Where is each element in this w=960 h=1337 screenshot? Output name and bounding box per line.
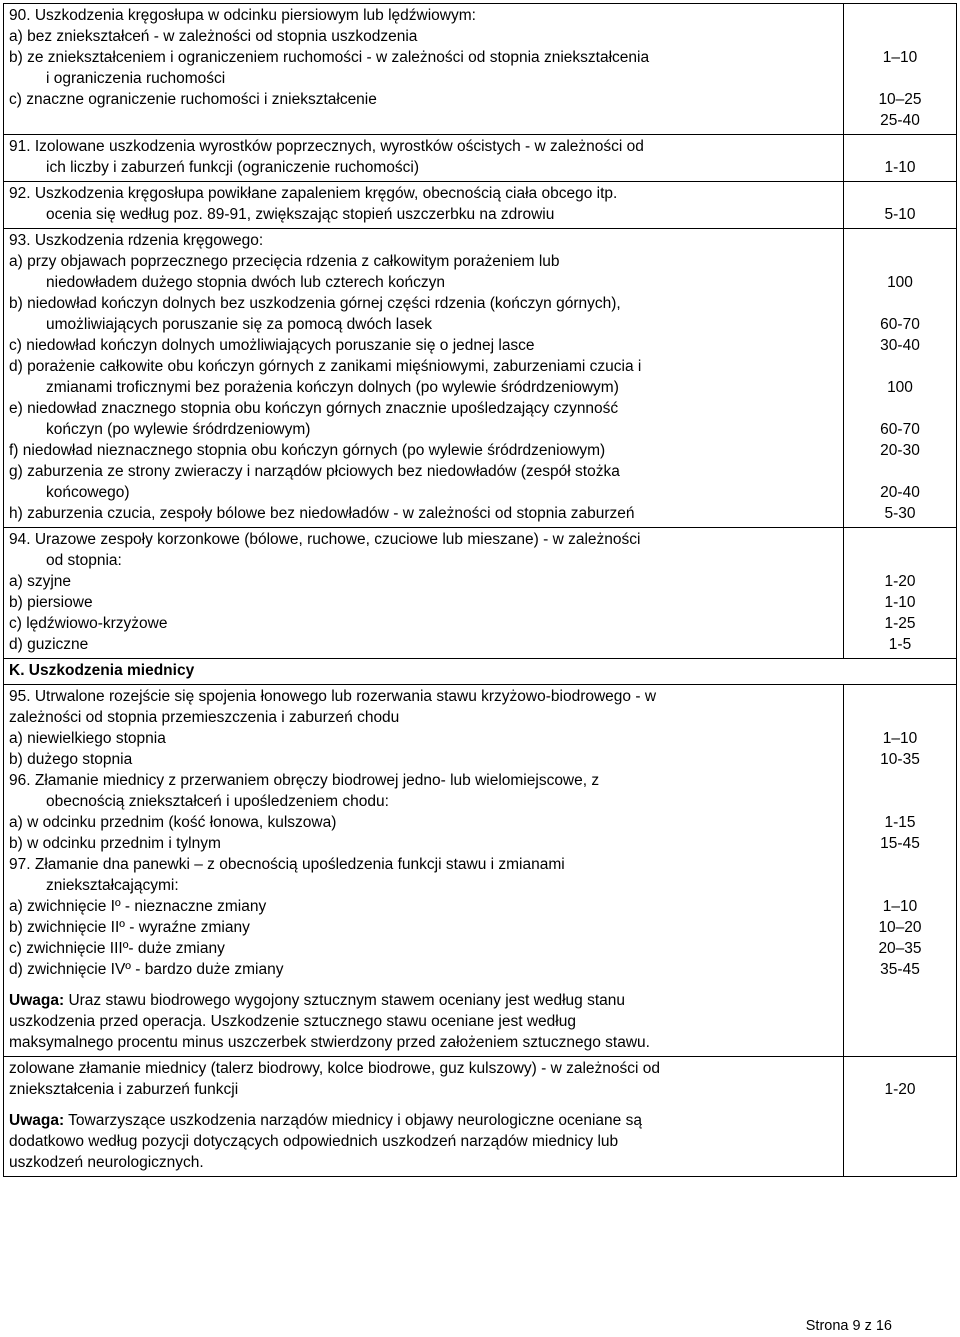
text-line: umożliwiających poruszanie się za pomocą dwóch lasek <box>46 316 432 333</box>
percentage-value: 20-40 <box>880 484 920 501</box>
percentage-value <box>844 686 956 707</box>
text-line: ich liczby i zaburzeń funkcji (ograniczenie ruchomości) <box>46 159 420 176</box>
percentage-value <box>844 251 956 272</box>
percentage-cell <box>844 182 956 228</box>
percentage-value <box>844 398 956 419</box>
text-line: c) znaczne ograniczenie ruchomości i zniekształcenie <box>9 91 377 108</box>
description-cell <box>4 659 956 684</box>
table-row <box>3 3 957 135</box>
percentage-value <box>844 5 956 26</box>
description-cell <box>4 685 844 1056</box>
text-line: 96. Złamanie miednicy z przerwaniem obręczy biodrowej jedno- lub wielomiejscowe, z <box>9 772 600 789</box>
text-line: dodatkowo według pozycji dotyczących odpowiednich uszkodzeń narządów miednicy lub <box>9 1133 619 1150</box>
text-line <box>9 1100 839 1110</box>
percentage-value: 1-25 <box>884 615 916 632</box>
percentage-value: 5-10 <box>884 206 916 223</box>
note-text: Towarzyszące uszkodzenia narządów miednicy i objawy neurologiczne oceniane są <box>68 1112 642 1129</box>
percentage-value <box>844 136 956 157</box>
text-line: zmianami troficznymi bez porażenia kończyn dolnych (po wylewie śródrdzeniowym) <box>46 379 619 396</box>
percentage-value <box>844 293 956 314</box>
percentage-value <box>844 550 956 571</box>
percentage-value: 20-30 <box>880 442 920 459</box>
text-line: b) piersiowe <box>9 594 93 611</box>
text-line: d) zwichnięcie IVº - bardzo duże zmiany <box>9 961 284 978</box>
text-line: c) zwichnięcie IIIº- duże zmiany <box>9 940 225 957</box>
page-number: Strona 9 z 16 <box>805 1318 892 1334</box>
description-cell <box>4 4 844 134</box>
text-line: 92. Uszkodzenia kręgosłupa powikłane zapaleniem kręgów, obecnością ciała obcego itp. <box>9 185 618 202</box>
text-line: a) szyjne <box>9 573 72 590</box>
text-line: a) przy objawach poprzecznego przecięcia rdzenia z całkowitym porażeniem lub <box>9 253 560 270</box>
note-label: Uwaga: <box>9 1112 65 1129</box>
text-line: kończyn (po wylewie śródrdzeniowym) <box>46 421 311 438</box>
percentage-value <box>844 183 956 204</box>
text-line: e) niedowład znacznego stopnia obu kończyn górnych znacznie upośledzający czynność <box>9 400 619 417</box>
percentage-value <box>844 1011 956 1032</box>
percentage-value <box>844 875 956 896</box>
percentage-cell <box>844 4 956 134</box>
percentage-value <box>844 529 956 550</box>
percentage-value: 1-20 <box>884 1081 916 1098</box>
text-line: b) zwichnięcie IIº - wyraźne zmiany <box>9 919 250 936</box>
text-line: f) niedowład nieznacznego stopnia obu kończyn górnych (po wylewie śródrdzeniowym) <box>9 442 606 459</box>
percentage-value: 1-5 <box>888 636 912 653</box>
table-row <box>3 658 957 685</box>
description-cell <box>4 528 844 658</box>
text-line: maksymalnego procentu minus uszczerbek stwierdzony przed założeniem sztucznego stawu. <box>9 1034 650 1051</box>
percentage-value <box>844 230 956 251</box>
percentage-value <box>844 990 956 1011</box>
text-line: g) zaburzenia ze strony zwieraczy i narządów płciowych bez niedowładów (zespół stożka <box>9 463 620 480</box>
text-line: ocenia się według poz. 89-91, zwiększając stopień uszczerbku na zdrowiu <box>46 206 555 223</box>
text-line: uszkodzenia przed operacja. Uszkodzenie sztucznego stawu oceniane jest według <box>9 1013 576 1030</box>
percentage-value <box>844 68 956 89</box>
percentage-value <box>844 461 956 482</box>
text-line: d) guziczne <box>9 636 89 653</box>
text-line: c) lędźwiowo-krzyżowe <box>9 615 168 632</box>
percentage-value <box>844 26 956 47</box>
table-row <box>3 181 957 229</box>
percentage-value: 10–25 <box>878 91 922 108</box>
table-row <box>3 1056 957 1177</box>
percentage-value: 30-40 <box>880 337 920 354</box>
percentage-value: 100 <box>887 379 913 396</box>
text-line: a) bez zniekształceń - w zależności od stopnia uszkodzenia <box>9 28 418 45</box>
section-heading: K. Uszkodzenia miednicy <box>9 662 195 679</box>
percentage-cell <box>844 685 956 1056</box>
percentage-value: 100 <box>887 274 913 291</box>
text-line <box>9 990 839 1011</box>
percentage-value: 1-20 <box>884 573 916 590</box>
description-cell <box>4 1057 844 1176</box>
text-line: obecnością zniekształceń i upośledzeniem chodu: <box>46 793 389 810</box>
table-row <box>3 684 957 1057</box>
text-line: i ograniczenia ruchomości <box>46 70 226 87</box>
percentage-value: 10-35 <box>880 751 920 768</box>
percentage-value <box>844 1032 956 1053</box>
document-table <box>3 3 957 1176</box>
note-text: Uraz stawu biodrowego wygojony sztucznym stawem oceniany jest według stanu <box>68 992 625 1009</box>
percentage-value <box>844 356 956 377</box>
description-cell <box>4 182 844 228</box>
text-line: zolowane złamanie miednicy (talerz biodrowy, kolce biodrowe, guz kulszowy) - w zależności od <box>9 1060 660 1077</box>
text-line: h) zaburzenia czucia, zespoły bólowe bez niedowładów - w zależności od stopnia zaburzeń <box>9 505 635 522</box>
text-line: 90. Uszkodzenia kręgosłupa w odcinku piersiowym lub lędźwiowym: <box>9 7 476 24</box>
percentage-value: 35-45 <box>880 961 920 978</box>
percentage-value <box>844 707 956 728</box>
text-line: uszkodzeń neurologicznych. <box>9 1154 204 1171</box>
table-row <box>3 228 957 528</box>
percentage-value: 60-70 <box>880 421 920 438</box>
text-line: od stopnia: <box>46 552 122 569</box>
text-line: d) porażenie całkowite obu kończyn górnych z zanikami mięśniowymi, zaburzeniami czucia i <box>9 358 642 375</box>
text-line: zniekształcającymi: <box>46 877 179 894</box>
description-cell <box>4 135 844 181</box>
text-line: 94. Urazowe zespoły korzonkowe (bólowe, ruchowe, czuciowe lub mieszane) - w zależności <box>9 531 641 548</box>
text-line: zniekształcenia i zaburzeń funkcji <box>9 1081 239 1098</box>
percentage-value: 1–10 <box>882 49 918 66</box>
percentage-value <box>844 980 956 990</box>
percentage-value: 10–20 <box>878 919 922 936</box>
text-line: 91. Izolowane uszkodzenia wyrostków poprzecznych, wyrostków ościstych - w zależności od <box>9 138 644 155</box>
percentage-cell <box>844 528 956 658</box>
text-line: 97. Złamanie dna panewki – z obecnością upośledzenia funkcji stawu i zmianami <box>9 856 565 873</box>
percentage-value <box>844 854 956 875</box>
text-line: 95. Utrwalone rozejście się spojenia łonowego lub rozerwania stawu krzyżowo-biodrowego - w <box>9 688 657 705</box>
text-line: b) ze zniekształceniem i ograniczeniem ruchomości - w zależności od stopnia zniekształcenia <box>9 49 650 66</box>
text-line: końcowego) <box>46 484 130 501</box>
percentage-value <box>844 1152 956 1173</box>
percentage-value <box>844 1100 956 1110</box>
percentage-value <box>844 1058 956 1079</box>
percentage-value: 20–35 <box>878 940 922 957</box>
text-line: 93. Uszkodzenia rdzenia kręgowego: <box>9 232 264 249</box>
percentage-value: 25-40 <box>880 112 920 129</box>
percentage-value <box>844 791 956 812</box>
percentage-value: 5-30 <box>884 505 916 522</box>
text-line: c) niedowład kończyn dolnych umożliwiających poruszanie się o jednej lasce <box>9 337 535 354</box>
description-cell <box>4 229 844 527</box>
percentage-value: 1-10 <box>884 594 916 611</box>
text-line: a) w odcinku przednim (kość łonowa, kulszowa) <box>9 814 337 831</box>
text-line: a) niewielkiego stopnia <box>9 730 166 747</box>
percentage-cell <box>844 1057 956 1176</box>
percentage-value <box>844 1131 956 1152</box>
text-line: b) w odcinku przednim i tylnym <box>9 835 221 852</box>
text-line: b) dużego stopnia <box>9 751 133 768</box>
table-row <box>3 134 957 182</box>
percentage-value: 1–10 <box>882 898 918 915</box>
percentage-cell <box>844 229 956 527</box>
table-row <box>3 527 957 659</box>
percentage-value: 1-15 <box>884 814 916 831</box>
percentage-value: 1-10 <box>884 159 916 176</box>
percentage-value: 1–10 <box>882 730 918 747</box>
text-line <box>9 980 839 990</box>
percentage-value <box>844 770 956 791</box>
text-line <box>9 110 839 131</box>
text-line: a) zwichnięcie Iº - nieznaczne zmiany <box>9 898 267 915</box>
text-line: b) niedowład kończyn dolnych bez uszkodzenia górnej części rdzenia (kończyn górnych), <box>9 295 621 312</box>
text-line: zależności od stopnia przemieszczenia i zaburzeń chodu <box>9 709 400 726</box>
note-label: Uwaga: <box>9 992 65 1009</box>
percentage-value: 60-70 <box>880 316 920 333</box>
text-line: niedowładem dużego stopnia dwóch lub czterech kończyn <box>46 274 445 291</box>
percentage-value <box>844 1110 956 1131</box>
percentage-value: 15-45 <box>880 835 920 852</box>
percentage-cell <box>844 135 956 181</box>
text-line <box>9 1110 839 1131</box>
